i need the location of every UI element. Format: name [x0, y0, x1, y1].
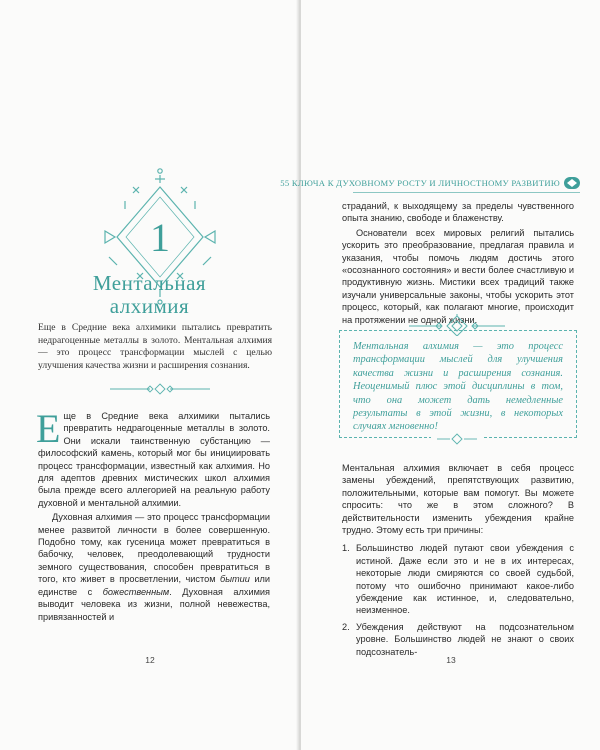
chapter-title-line2: алхимия [109, 294, 190, 318]
quote-bottom-ornament-icon [431, 432, 483, 446]
chapter-intro: Еще в Средние века алхимики пытались превратить недрагоценные металлы в золото. Ментальная алхимия — это процесс трансформации мыслей с целью улучшения качества жизни и расширения сознания. [38, 322, 272, 371]
list-item [342, 621, 574, 658]
paragraph-text: . Духовная алхимия выводит человека из жизни, полной невежества, привязанностей и [38, 586, 270, 622]
paragraph [36, 406, 270, 509]
emphasis: божественным [102, 586, 170, 597]
running-header-text: 55 КЛЮЧА К ДУХОВНОМУ РОСТУ И ЛИЧНОСТНОМУ РАЗВИТИЮ [280, 178, 560, 188]
right-body-text [342, 200, 574, 326]
list-number: 2. [342, 621, 350, 632]
quote-box [339, 330, 577, 438]
paragraph: Ментальная алхимия включает в себя процесс замены убеждений, препятствующих развитию, положительными, которые вам помогут. Вы можете спросить: что же в этом сложного? В действительности изменить убеждения крайне трудно. Этому есть три причины: [342, 463, 574, 536]
emphasis: бытии [220, 574, 250, 585]
list-number: 1. [342, 543, 350, 554]
chapter-number: 1 [150, 215, 170, 260]
paragraph: Основатели всех мировых религий пытались ускорить это преобразование, предлагая правила и указания, чтобы помочь людям достичь этого «осознанного состояния» и вести более счастливую и продуктивную жизнь. Мистики всех традиций также изучали универсальные законы, чтобы ускорить этот процесс, который, как полагают многие, происходит на протяжении не одной жизни. [342, 227, 574, 325]
ornament-divider [110, 382, 210, 396]
running-header [280, 176, 580, 190]
header-ornament-icon [564, 177, 580, 189]
right-body-text-lower [342, 462, 574, 658]
paragraph-text: или единстве с [38, 574, 270, 597]
list-item-text: Убеждения действуют на подсознательном уровне. Большинство людей не знают о своих подсознатель- [356, 621, 574, 657]
chapter-title-line1: Ментальная [92, 271, 207, 295]
left-body-text [36, 406, 270, 623]
right-page [280, 0, 600, 750]
paragraph: страданий, к выходящему за пределы чувственного опыта знанию, свободе и блаженству. [342, 201, 574, 224]
quote-text: Ментальная алхимия — это процесс трансформации мыслей для улучшения качества жизни и расширения сознания. Неоценимый плюс этой дисциплины в том, что она может дать немедленные результаты в этой жизни, в некоторых случаях мгновенно! [353, 341, 563, 433]
paragraph-text: Духовная алхимия — это процесс трансформации менее развитой личности в более совершенную. Подобно тому, как гусеница может превратиться в бабочку, человек, преодолевающий трудности земного существования, способен превратиться в того, кто живет в просветлении, чистом [38, 512, 270, 585]
list-item [342, 542, 574, 616]
page-number-left: 12 [145, 655, 155, 665]
header-rule [353, 192, 580, 193]
drop-cap: Е [36, 406, 61, 451]
paragraph-text: ще в Средние века алхимики пытались превратить недрагоценные металлы в золото. Они искали таинственную субстанцию — философский камень, который мог бы инициировать процесс трансформации, известный как алхимия. Но для адептов древних мистических школ алхимия была прежде всего аллегорией на реальную работу духовной и ментальной алхимии. [38, 411, 270, 508]
left-page [0, 0, 299, 750]
list-item-text: Большинство людей путают свои убеждения с истиной. Даже если это и не в их интересах, некоторые люди смиряются со своей судьбой, потому что ошибочно принимают какое-либо убеждение как истинное, и, следовательно, неизменное. [356, 543, 574, 616]
paragraph [38, 511, 270, 623]
reasons-list [342, 542, 574, 658]
page-number-right: 13 [446, 655, 456, 665]
